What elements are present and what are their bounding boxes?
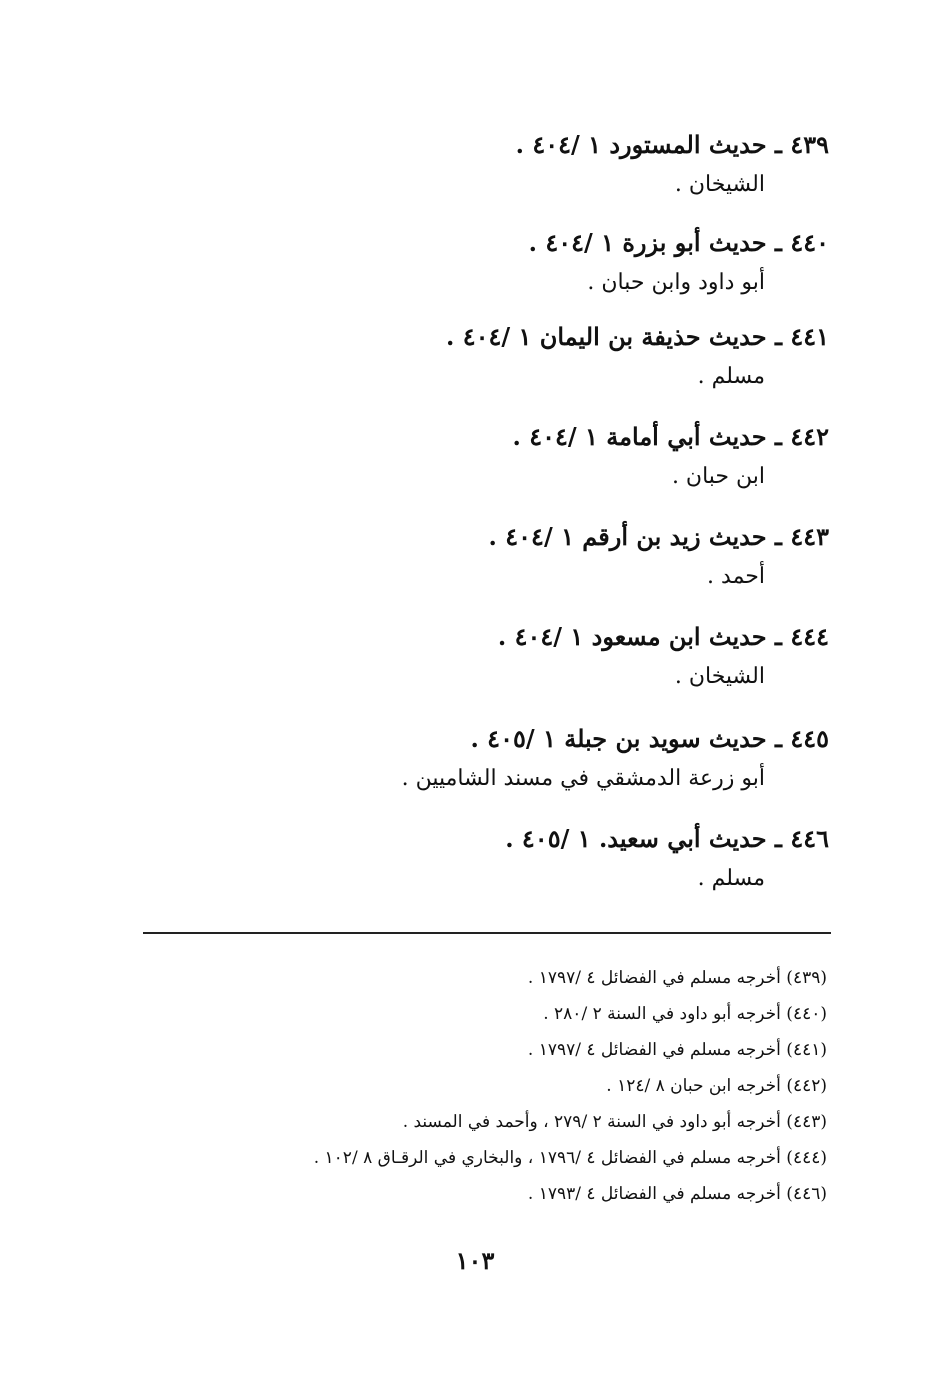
entry-source: مسلم .: [697, 866, 765, 891]
hadith-entry-441: [69, 320, 829, 394]
footnote-440: (٤٤٠) أخرجه أبو داود في السنة ٢ /٢٨٠ .: [543, 1004, 827, 1024]
footnote-439: (٤٣٩) أخرجه مسلم في الفضائل ٤ /١٧٩٧ .: [527, 968, 827, 988]
footnote-441: (٤٤١) أخرجه مسلم في الفضائل ٤ /١٧٩٧ .: [527, 1040, 827, 1060]
entry-title: ٤٣٩ ـ حديث المستورد ١ /٤٠٤ .: [515, 130, 829, 159]
entry-source: مسلم .: [697, 364, 765, 389]
entry-source: أبو داود وابن حبان .: [587, 270, 765, 295]
entry-source: أبو زرعة الدمشقي في مسند الشاميين .: [401, 766, 765, 791]
hadith-entry-446: [69, 822, 829, 896]
footnote-444: (٤٤٤) أخرجه مسلم في الفضائل ٤ /١٧٩٦ ، والبخاري في الرقـاق ٨ /١٠٢ .: [313, 1148, 827, 1168]
hadith-entry-443: [69, 520, 829, 594]
hadith-entry-440: [69, 226, 829, 300]
entry-title: ٤٤٣ ـ حديث زيد بن أرقم ١ /٤٠٤ .: [488, 522, 829, 551]
entry-title: ٤٤٠ ـ حديث أبو بزرة ١ /٤٠٤ .: [528, 228, 829, 257]
page-number: ١٠٣: [455, 1246, 495, 1275]
hadith-entry-445: [69, 722, 829, 796]
entry-title: ٤٤٦ ـ حديث أبي سعيد. ١ /٤٠٥ .: [505, 824, 829, 853]
entry-source: ابن حبان .: [671, 464, 765, 489]
entry-title: ٤٤٥ ـ حديث سويد بن جبلة ١ /٤٠٥ .: [470, 724, 829, 753]
hadith-entry-439: [69, 128, 829, 202]
hadith-entry-442: [69, 420, 829, 494]
entry-source: الشيخان .: [674, 172, 765, 197]
hadith-entry-444: [69, 620, 829, 694]
entry-title: ٤٤١ ـ حديث حذيفة بن اليمان ١ /٤٠٤ .: [445, 322, 829, 351]
footnote-446: (٤٤٦) أخرجه مسلم في الفضائل ٤ /١٧٩٣ .: [527, 1184, 827, 1204]
footnote-divider: [143, 932, 831, 934]
footnote-442: (٤٤٢) أخرجه ابن حبان ٨ /١٢٤ .: [606, 1076, 827, 1096]
entry-source: أحمد .: [707, 564, 765, 589]
footnotes: [147, 960, 827, 1212]
footnote-443: (٤٤٣) أخرجه أبو داود في السنة ٢ /٢٧٩ ، وأحمد في المسند .: [402, 1112, 827, 1132]
entry-title: ٤٤٤ ـ حديث ابن مسعود ١ /٤٠٤ .: [497, 622, 829, 651]
entry-title: ٤٤٢ ـ حديث أبي أمامة ١ /٤٠٤ .: [512, 422, 829, 451]
entry-source: الشيخان .: [674, 664, 765, 689]
